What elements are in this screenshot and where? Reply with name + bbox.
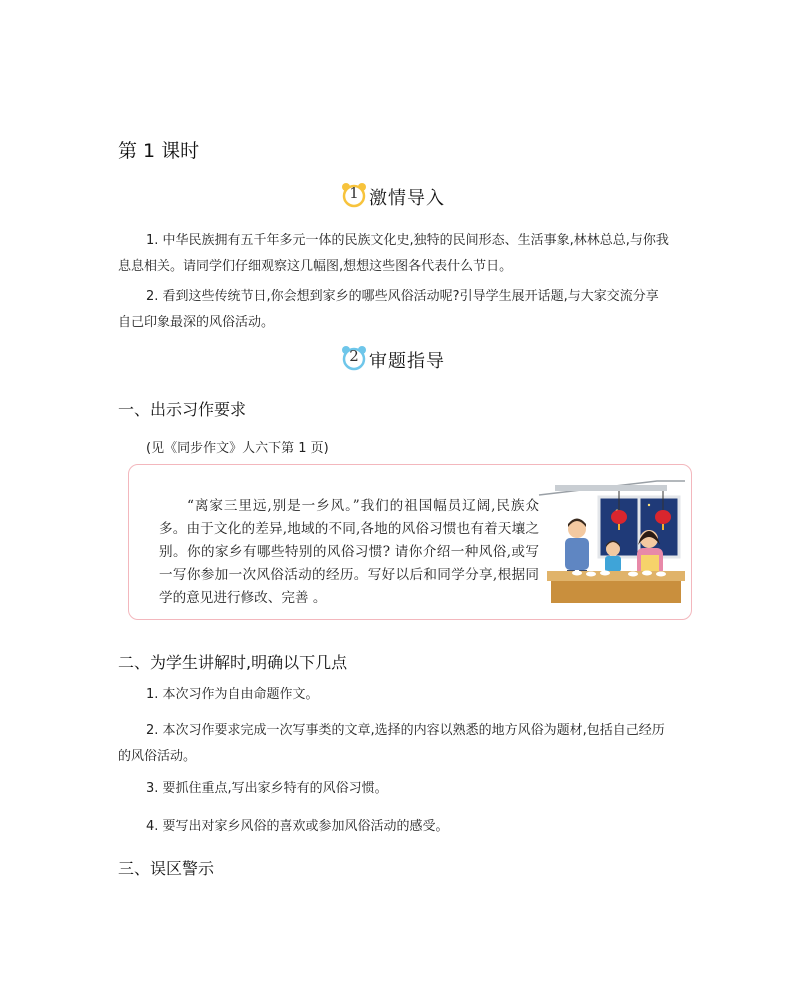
part-heading-2: 二、为学生讲解时,明确以下几点 — [118, 653, 348, 672]
point-3: 3. 要抓住重点,写出家乡特有的风俗习惯。 — [146, 781, 388, 796]
section-heading-2 — [341, 341, 445, 373]
part-heading-1: 一、出示习作要求 — [118, 400, 247, 419]
point-4: 4. 要写出对家乡风俗的喜欢或参加风俗活动的感受。 — [146, 819, 449, 834]
writing-prompt-box — [128, 464, 692, 620]
bear-ear-badge-icon — [341, 182, 367, 206]
intro-paragraph-1: 1. 中华民族拥有五千年多元一体的民族文化史,独特的民间形态、生活事象,林林总总,与你我息息相关。请同学们仔细观察这几幅图,想想这些图各代表什么节日。 — [118, 233, 669, 274]
section-title: 审题指导 — [369, 351, 445, 372]
section-title: 激情导入 — [369, 188, 445, 209]
intro-paragraph-2: 2. 看到这些传统节日,你会想到家乡的哪些风俗活动呢?引导学生展开话题,与大家交流分享自己印象最深的风俗活动。 — [118, 289, 659, 330]
section-number: 1 — [349, 184, 359, 202]
reference-note: (见《同步作文》人六下第 1 页) — [146, 441, 329, 456]
writing-prompt-text: “离家三里远,别是一乡风。”我们的祖国幅员辽阔,民族众多。由于文化的差异,地域的不同,各地的风俗习惯也有着天壤之别。你的家乡有哪些特别的风俗习惯? 请你介绍一种风俗,或写一写你参加一次风俗活动的经历。写好以后和同学分享,根据同学的意见进行修改、完善 。 — [159, 498, 539, 606]
bear-ear-badge-icon — [341, 345, 367, 369]
lesson-title: 第 1 课时 — [118, 140, 200, 162]
point-1: 1. 本次习作为自由命题作文。 — [146, 687, 319, 702]
section-number: 2 — [349, 347, 359, 365]
part-heading-3: 三、误区警示 — [118, 859, 215, 878]
point-2: 2. 本次习作要求完成一次写事类的文章,选择的内容以熟悉的地方风俗为题材,包括自己经历的风俗活动。 — [118, 723, 665, 764]
family-making-dumplings-illustration — [537, 475, 687, 613]
section-heading-1 — [341, 178, 445, 210]
